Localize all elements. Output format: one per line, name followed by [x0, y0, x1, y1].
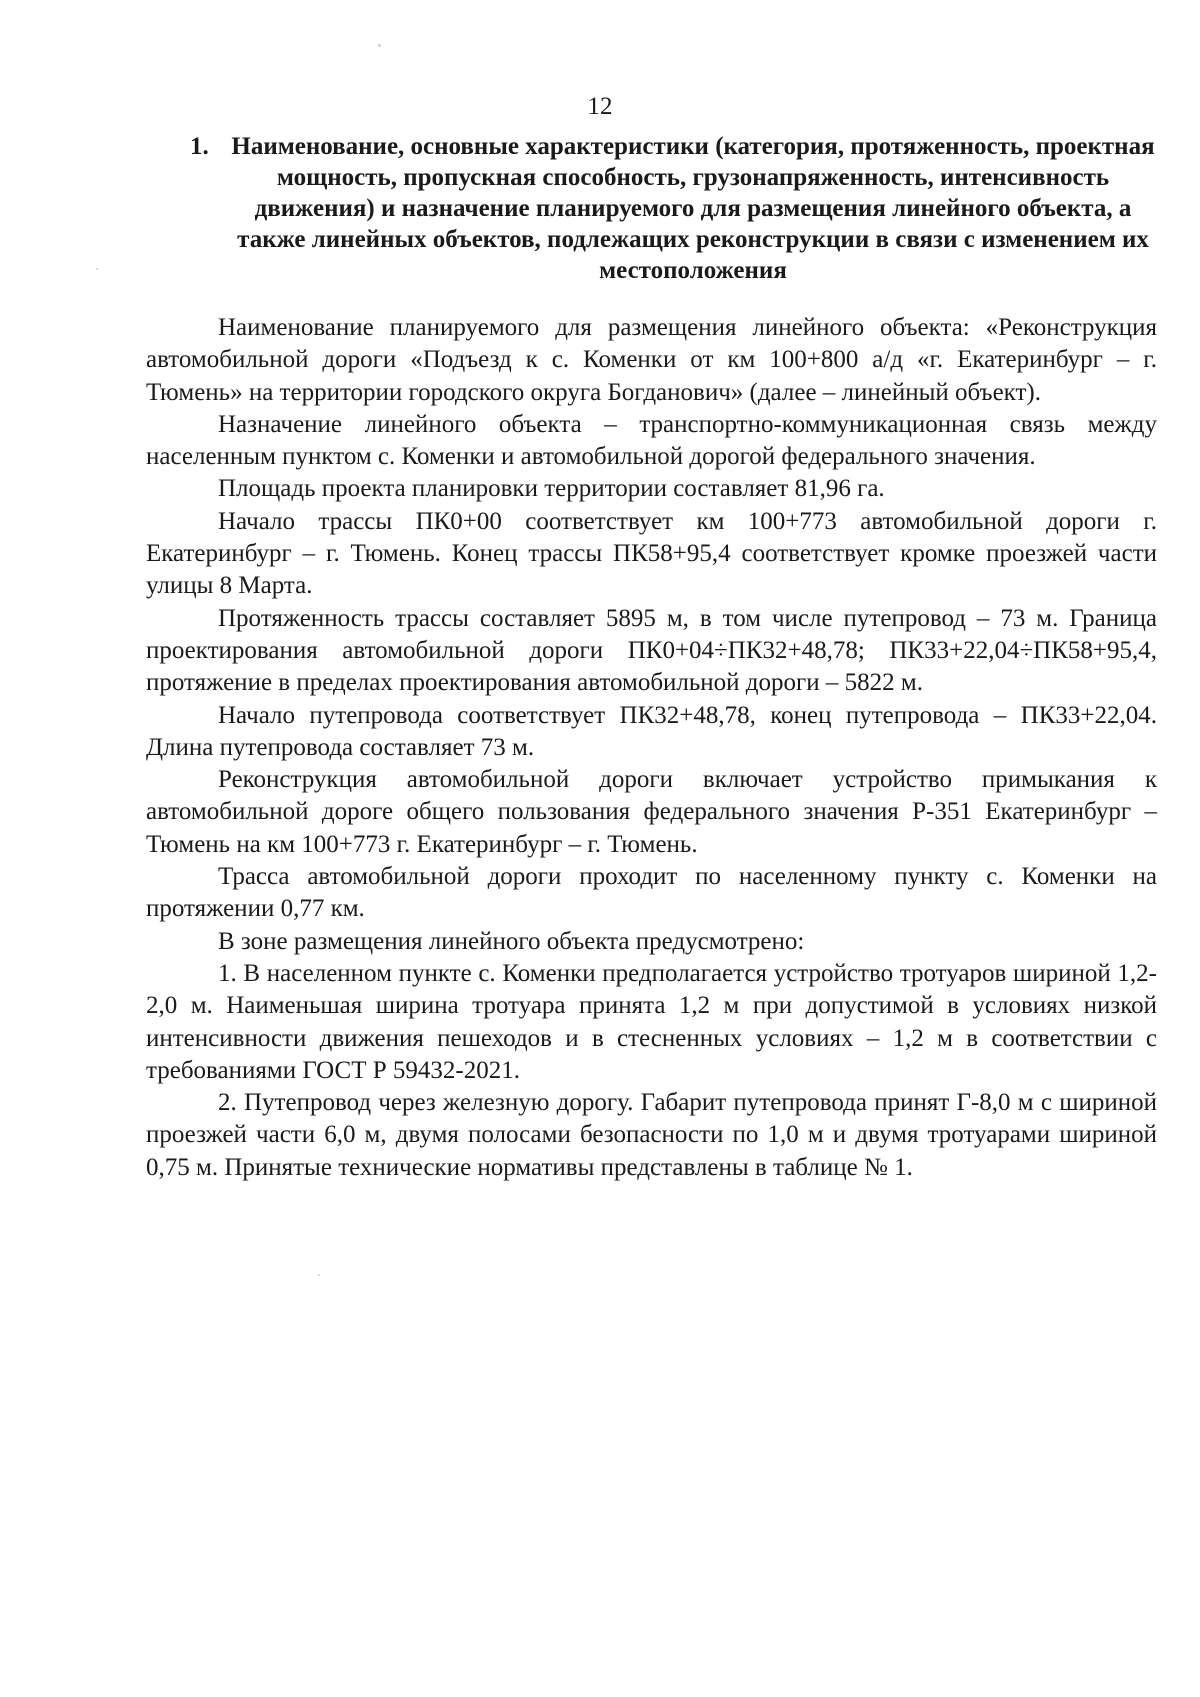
list-item-sidewalks: 1. В населенном пункте с. Коменки предполагается устройство тротуаров шириной 1,2-2,0 м. Наименьшая ширина тротуара принята 1,2 м при допустимой в условиях низкой интенсивности движения пешеходов и в стесненных условиях – 1,2 м в соответствии с требованиями ГОСТ Р 59432-2021.: [146, 959, 1157, 1084]
page-number: 12: [587, 93, 613, 120]
section-number: 1.: [190, 133, 209, 160]
paragraph-area: Площадь проекта планировки территории составляет 81,96 га.: [218, 475, 885, 503]
section-heading: [190, 131, 1158, 286]
paragraph-route-length: Протяженность трассы составляет 5895 м, в том числе путепровод – 73 м. Граница проектирования автомобильной дороги ПК0+04÷ПК32+48,78; ПК33+22,04÷ПК58+95,4, протяжение в пределах проектирования автомобильной дороги – 5822 м.: [146, 604, 1157, 697]
paragraph-object-name: Наименование планируемого для размещения линейного объекта: «Реконструкция автомобильной дороги «Подъезд к с. Коменки от км 100+800 а/д «г. Екатеринбург – г. Тюмень» на территории городского округа Богданович» (далее – линейный объект).: [146, 314, 1157, 406]
paragraph-overpass: Начало путепровода соответствует ПК32+48,78, конец путепровода – ПК33+22,04. Длина путепровода составляет 73 м.: [146, 701, 1157, 761]
scan-speck: [318, 1274, 320, 1276]
paragraph-purpose: Назначение линейного объекта – транспортно-коммуникационная связь между населенным пунктом с. Коменки и автомобильной дорогой федерального значения.: [146, 410, 1157, 471]
paragraph-settlement-section: Трасса автомобильной дороги проходит по населенному пункту с. Коменки на протяжении 0,77 км.: [146, 863, 1157, 923]
list-item-railway-overpass: 2. Путепровод через железную дорогу. Габарит путепровода принят Г-8,0 м с шириной проезжей части 6,0 м, двумя полосами безопасности по 1,0 м и двумя тротуарами шириной 0,75 м. Принятые технические нормативы представлены в таблице № 1.: [146, 1089, 1157, 1181]
scan-speck: [96, 268, 98, 270]
paragraph-route-start-end: Начало трассы ПК0+00 соответствует км 100+773 автомобильной дороги г. Екатеринбург – г. Тюмень. Конец трассы ПК58+95,4 соответствует кромке проезжей части улицы 8 Марта.: [146, 507, 1157, 600]
section-title: Наименование, основные характеристики (категория, протяженность, проектная мощность, пропускная способность, грузонапряженность, интенсивность движения) и назначение планируемого для размещения линейного объекта, а также линейных объектов, подлежащих реконструкции в связи с изменением их местоположения: [231, 133, 1155, 284]
document-body: [146, 312, 1157, 1184]
scan-speck: [378, 44, 381, 47]
paragraph-provisions-intro: В зоне размещения линейного объекта предусмотрено:: [218, 927, 805, 955]
paragraph-junction: Реконструкция автомобильной дороги включает устройство примыкания к автомобильной дороге общего пользования федерального значения Р-351 Екатеринбург – Тюмень на км 100+773 г. Екатеринбург – г. Тюмень.: [146, 766, 1157, 858]
